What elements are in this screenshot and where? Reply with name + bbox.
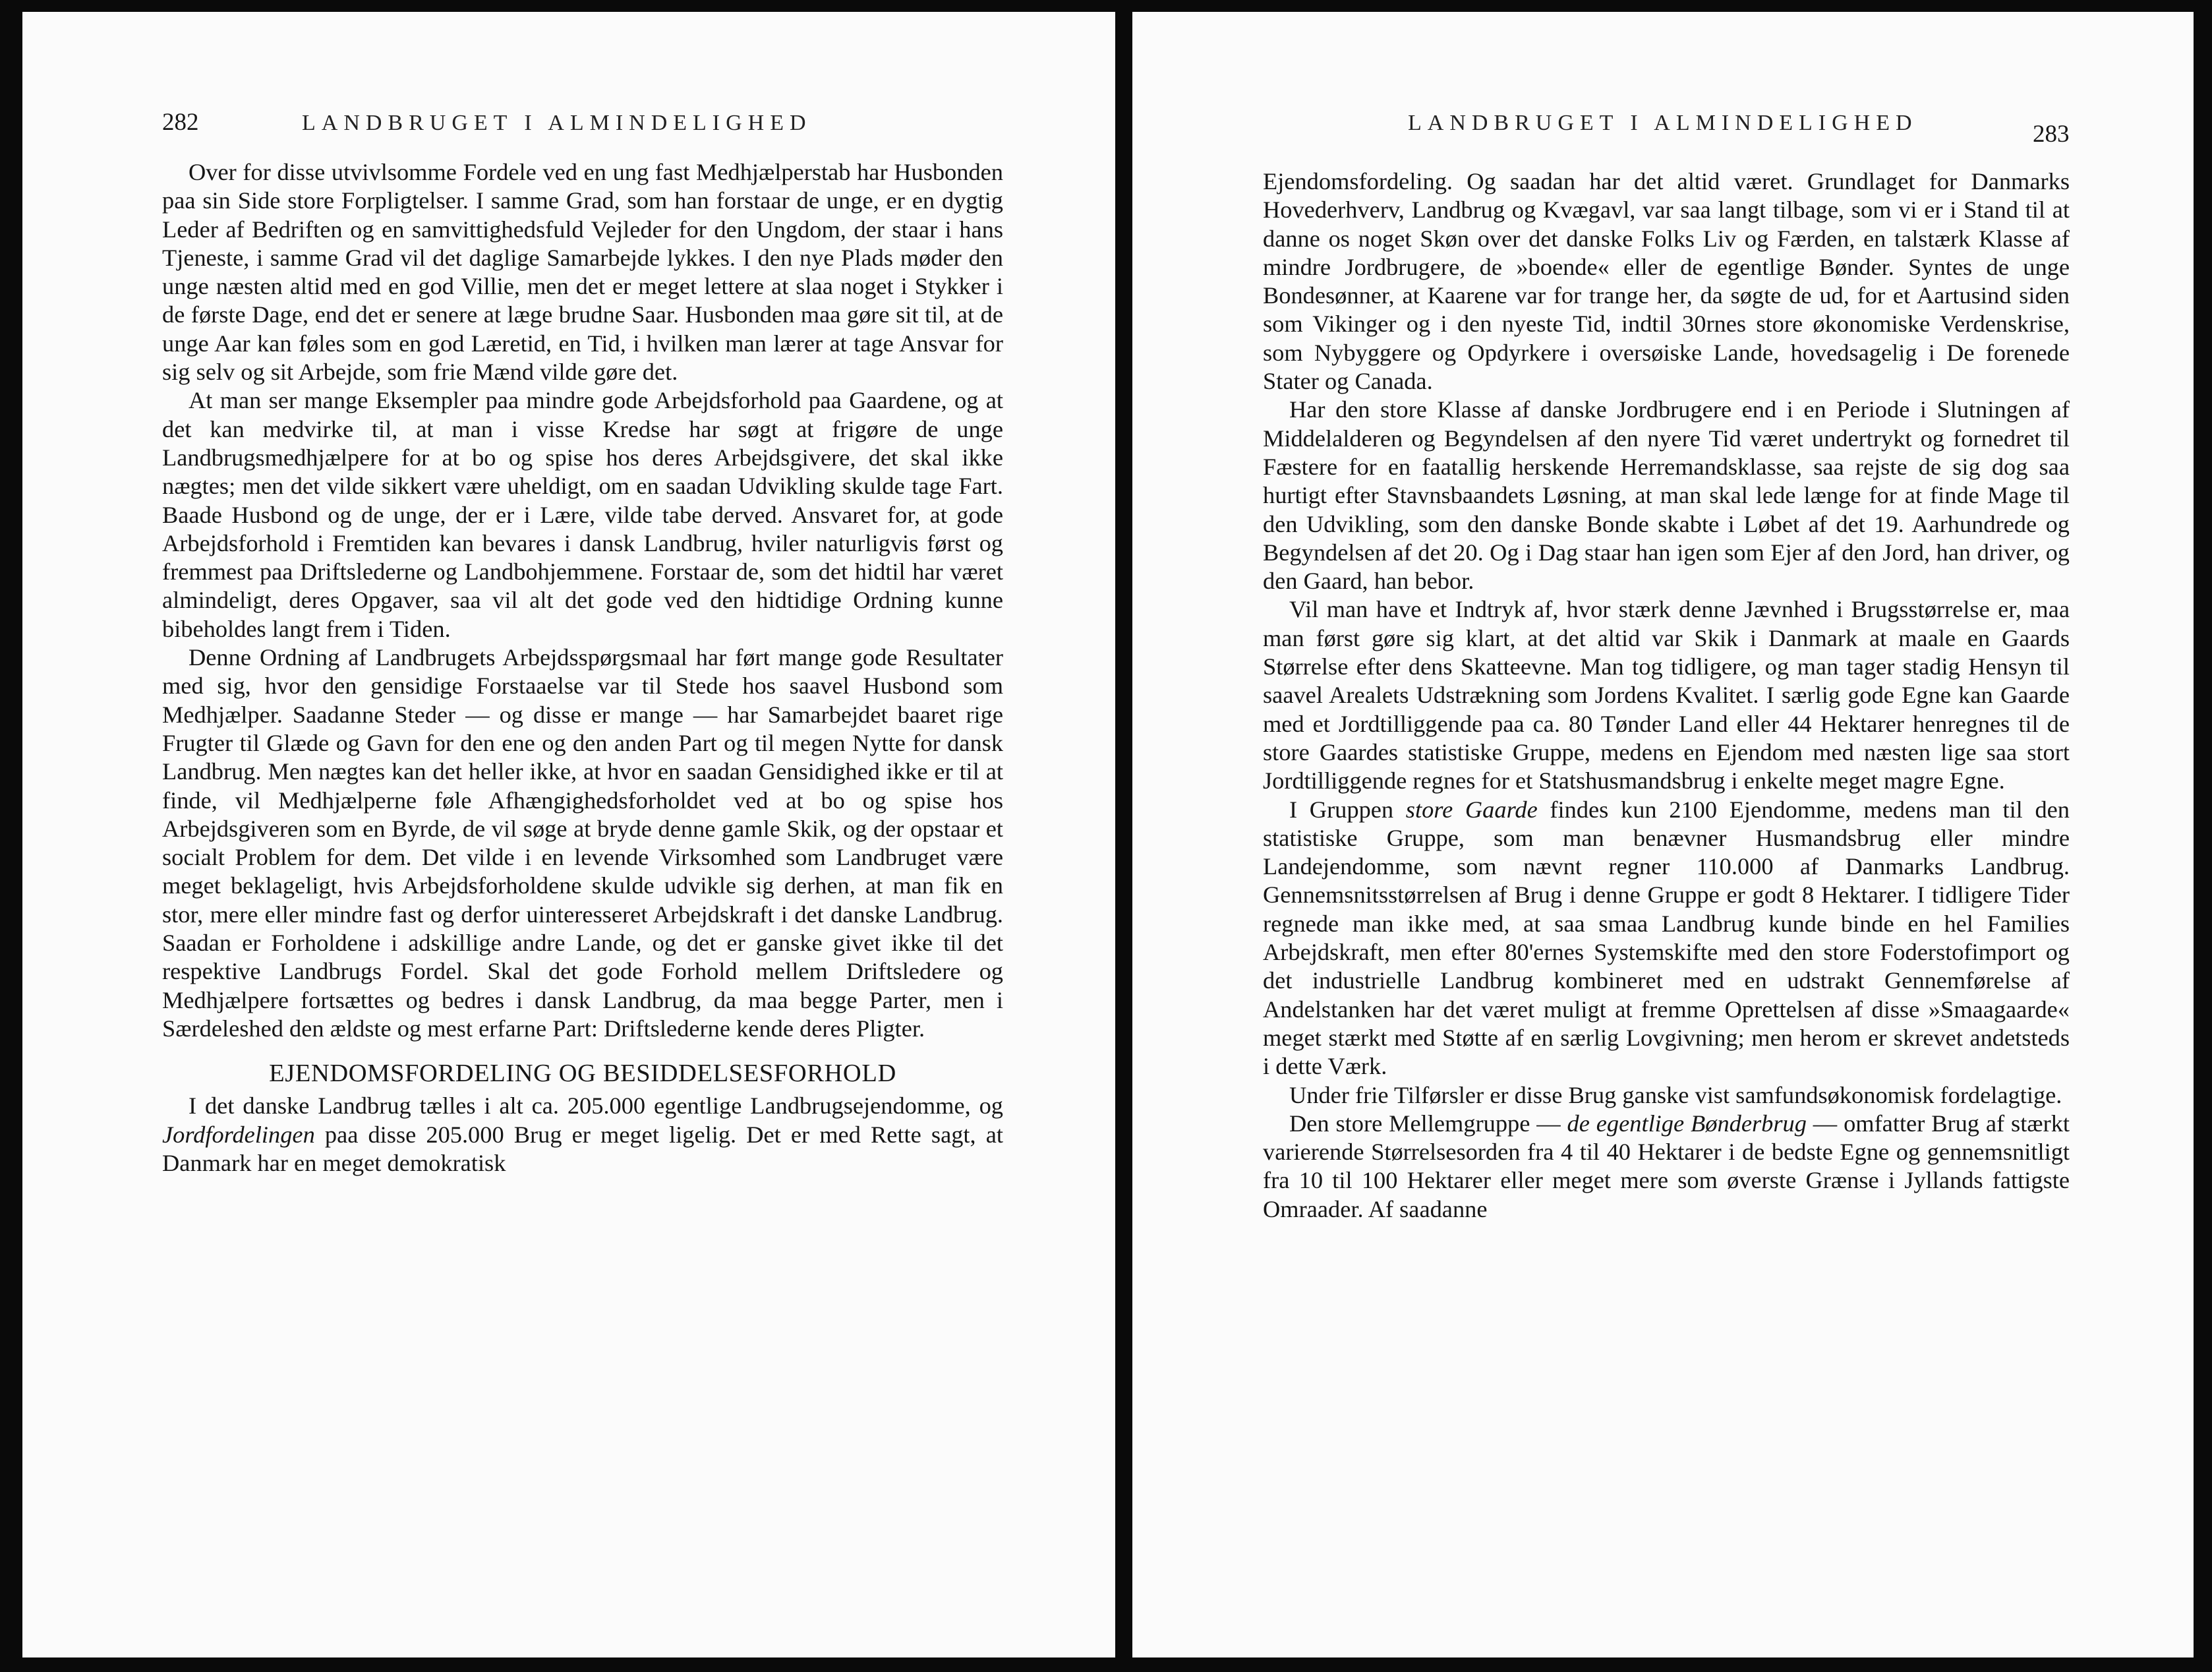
body-text — [162, 158, 1003, 1178]
text-run: paa disse 205.000 Brug er meget ligelig. Det er med Rette sagt, at Danmark har en meget demokratisk — [162, 1121, 1003, 1176]
page-number: 282 — [162, 109, 199, 136]
left-page — [22, 12, 1115, 1657]
right-page — [1132, 12, 2194, 1657]
paragraph: Over for disse utvivlsomme Fordele ved en ung fast Medhjælperstab har Husbonden paa sin Side store Forpligtelser. I samme Grad, som han forstaar de unge, er en dygtig Leder af Bedriften og en samvittighedsfuld Vejleder for den Ungdom, der staar i hans Tjeneste, i samme Grad vil det daglige Samarbejde lykkes. I den nye Plads møder den unge næsten altid med en god Villie, men det er meget lettere at slaa noget i Stykker i de første Dage, end det er senere at læge brudne Saar. Husbonden maa gøre sit til, at de unge Aar kan føles som en god Læretid, en Tid, i hvilken man lærer at tage Ansvar for sig selv og sit Arbejde, som frie Mænd vilde gøre det. — [162, 159, 1003, 386]
page-number: 283 — [2033, 121, 2070, 148]
text-run: Den store Mellemgruppe — — [1289, 1110, 1567, 1137]
paragraph-continuation: Ejendomsfordeling. Og saadan har det altid været. Grundlaget for Danmarks Hovederhverv, Landbrug og Kvægavl, var saa langt tilbage, som vi er i Stand til at danne os noget Skøn over det danske Folks Liv og Færden, en talstærk Klasse af mindre Jordbrugere, de »boende« eller de egentlige Bønder. Syntes de unge Bondesønner, at Kaarene var for trange her, da søgte de ud, for et Aartusind siden som Vikinger og i den nyeste Tid, indtil 30rnes store økonomiske Verdenskrise, som Nybyggere og Opdyrkere i oversøiske Lande, hovedsagelig i De forenede Stater og Canada. — [1263, 168, 2070, 395]
running-head: LANDBRUGET I ALMINDELIGHED — [302, 111, 812, 135]
paragraph: Under frie Tilførsler er disse Brug ganske vist samfundsøkonomisk fordelagtige. — [1289, 1081, 2062, 1108]
paragraph: At man ser mange Eksempler paa mindre gode Arbejdsforhold paa Gaardene, og at det kan medvirke til, at man i visse Kredse har søgt at frigøre de unge Landbrugsmedhjælpere for at bo og spise hos deres Arbejdsgivere, det skal ikke nægtes; men det vilde sikkert være uheldigt, om en saadan Udvikling skulde tage Fart. Baade Husbond og de unge, der er i Lære, vilde tabe derved. Ansvaret for, at gode Arbejdsforhold i Fremtiden kan bevares i dansk Landbrug, hviler naturligvis først og fremmest paa Driftslederne og Landbohjemmene. Forstaar de, som det hidtil har været almindeligt, deres Opgaver, saa vil alt det gode ved den hidtidige Ordning kunne bibeholdes langt frem i Tiden. — [162, 387, 1003, 642]
text-run: — omfatter Brug af stærkt varierende Størrelsesorden fra 4 til 40 Hektarer i de bedste Egne og gennemsnitligt fra 10 til 100 Hektarer eller meget mere som øverste Grænse i Jyllands fattigste Omraader. Af saadanne — [1263, 1110, 2070, 1222]
paragraph — [1263, 1110, 2070, 1224]
paragraph — [1263, 796, 2070, 1081]
paragraph — [162, 1092, 1003, 1178]
section-heading: EJENDOMSFORDELING OG BESIDDELSESFORHOLD — [269, 1060, 896, 1088]
running-head: LANDBRUGET I ALMINDELIGHED — [1408, 111, 1918, 135]
text-run: I det danske Landbrug tælles i alt ca. 205.000 egentlige Landbrugsejendomme, og — [189, 1092, 1003, 1120]
emphasis-text: de egentlige Bønderbrug — [1567, 1110, 1807, 1137]
text-run: findes kun 2100 Ejendomme, medens man til den statistiske Gruppe, som man benævner Husmandsbrug eller mindre Landejendomme, som nævnt regner 110.000 af Danmarks Landbrug. Gennemsnitsstørrelsen af Brug i denne Gruppe er godt 8 Hektarer. I tidligere Tider regnede man ikke med, at saa smaa Landbrug kunde binde en hel Families Arbejdskraft, men efter 80'ernes Systemskifte med den store Foderstofimport og det industrielle Landbrug kombineret med en udstrakt Gennemførelse af Andelstanken har det været muligt at fremme Oprettelsen af disse »Smaagaarde« meget stærkt med Støtte af en særlig Lovgivning; men herom er skrevet andetsteds i dette Værk. — [1263, 796, 2070, 1080]
emphasis-text: Jordfordelingen — [162, 1121, 315, 1148]
body-text — [1263, 167, 2070, 1224]
paragraph: Denne Ordning af Landbrugets Arbejdsspørgsmaal har ført mange gode Resultater med sig, hvor den gensidige Forstaaelse var til Stede hos saavel Husbond som Medhjælper. Saadanne Steder — og disse er mange — har Samarbejdet baaret rige Frugter til Glæde og Gavn for den ene og den anden Part og til megen Nytte for dansk Landbrug. Men nægtes kan det heller ikke, at hvor en saadan Gensidighed ikke er til at finde, vil Medhjælperne føle Afhængighedsforholdet ved at bo og spise hos Arbejdsgiveren som en Byrde, de vil søge at bryde denne gamle Skik, og der opstaar et socialt Problem for dem. Det vilde i en levende Virksomhed som Landbruget være meget beklageligt, hvis Arbejdsforholdene skulde udvikle sig derhen, at man fik en stor, mere eller mindre fast og derfor uinteresseret Arbejdskraft i det danske Landbrug. Saadan er Forholdene i adskillige andre Lande, og det er ganske givet ikke til det respektive Landbrugs Fordel. Skal det gode Forhold mellem Driftsledere og Medhjælpere fortsættes og bedres i dansk Landbrug, da maa begge Parter, men i Særdeleshed den ældste og mest erfarne Part: Driftslederne kende deres Pligter. — [162, 644, 1003, 1042]
paragraph: Vil man have et Indtryk af, hvor stærk denne Jævnhed i Brugsstørrelse er, maa man først gøre sig klart, at det altid var Skik i Danmark at maale en Gaards Størrelse efter dens Skatteevne. Man tog tidligere, og man tager stadig Hensyn til saavel Arealets Udstrækning som Jordens Kvalitet. I særlig gode Egne kan Gaarde med et Jordtilliggende paa ca. 80 Tønder Land eller 44 Hektarer henregnes til de store Gaardes statistiske Gruppe, medens en Ejendom med næsten lige saa stort Jordtilliggende regnes for et Statshusmandsbrug i enkelte meget magre Egne. — [1263, 596, 2070, 794]
paragraph: Har den store Klasse af danske Jordbrugere end i en Periode i Slutningen af Middelalderen og Begyndelsen af den nyere Tid været undertrykt og fornedret til Fæstere for en faatallig herskende Herremandsklasse, saa rejste de sig dog saa hurtigt efter Stavnsbaandets Løsning, at man skal lede længe for at finde Mage til den Udvikling, som den danske Bonde skabte i Løbet af det 19. Aarhundrede og Begyndelsen af det 20. Og i Dag staar han igen som Ejer af den Jord, han driver, og den Gaard, han bebor. — [1263, 396, 2070, 595]
text-run: I Gruppen — [1289, 796, 1406, 823]
emphasis-text: store Gaarde — [1405, 796, 1538, 823]
